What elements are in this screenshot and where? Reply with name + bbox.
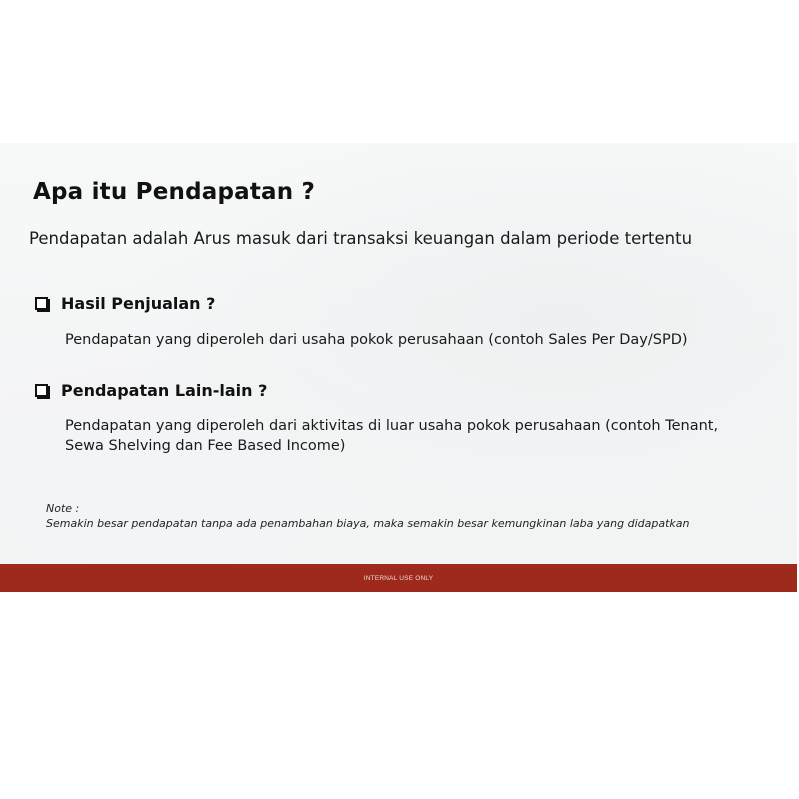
bullet-hasil-penjualan [35, 294, 215, 313]
note [46, 501, 689, 531]
note-heading: Note : [46, 502, 80, 515]
bullet-description: Pendapatan yang diperoleh dari usaha pokok perusahaan (contoh Sales Per Day/SPD) [65, 332, 688, 348]
bullet-label: Pendapatan Lain-lain ? [61, 381, 268, 400]
slide-subtitle: Pendapatan adalah Arus masuk dari transaksi keuangan dalam periode tertentu [29, 229, 693, 248]
bullet-pendapatan-lain-lain [35, 381, 267, 400]
footer-bar [0, 564, 797, 592]
slide [0, 143, 797, 592]
note-text: Semakin besar pendapatan tanpa ada penambahan biaya, maka semakin besar kemungkinan laba yang didapatkan [46, 517, 690, 530]
checkbox-bullet-icon [35, 297, 48, 310]
slide-title: Apa itu Pendapatan ? [33, 179, 316, 205]
footer-label: INTERNAL USE ONLY [363, 574, 434, 582]
bullet-label: Hasil Penjualan ? [61, 294, 216, 313]
checkbox-bullet-icon [35, 384, 48, 397]
bullet-description: Pendapatan yang diperoleh dari aktivitas di luar usaha pokok perusahaan (contoh Tenant, Sewa Shelving dan Fee Based Income) [65, 418, 719, 454]
